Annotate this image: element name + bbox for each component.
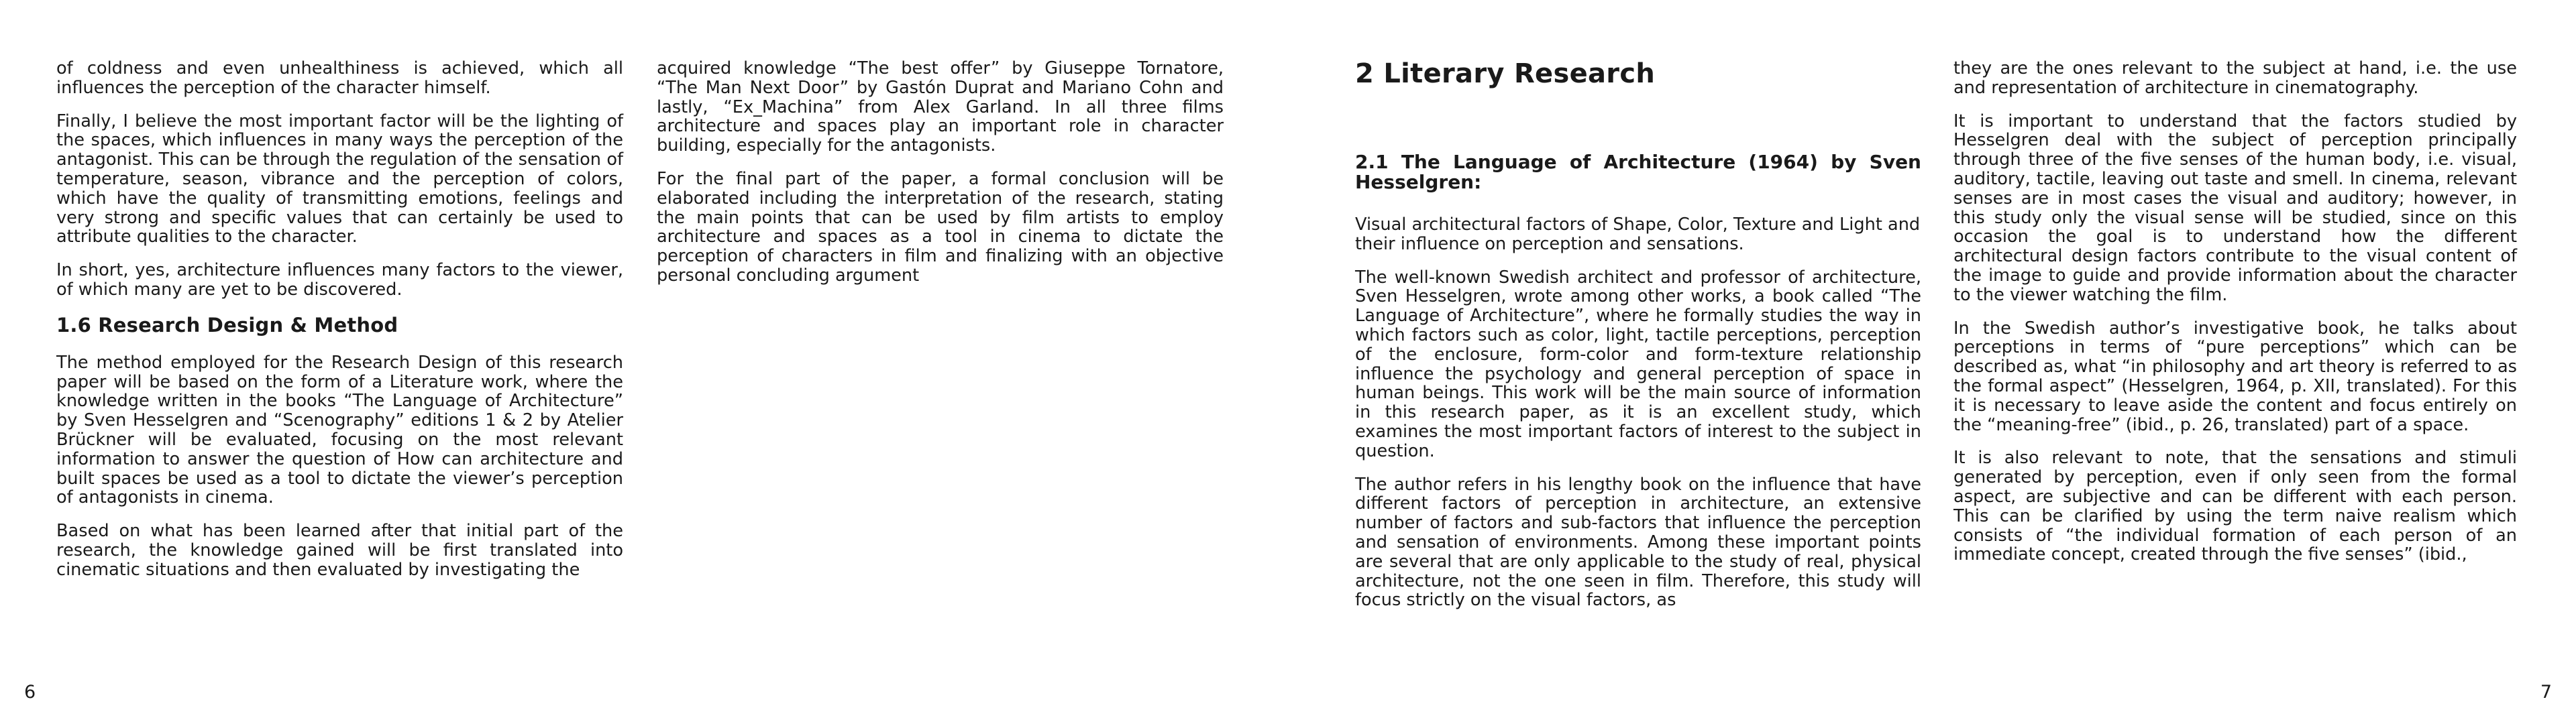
paragraph: Based on what has been learned after that initial part of the research, the knowledge gained will be first translated into cinematic situations and then evaluated by investigating the [56, 521, 623, 580]
paragraph: The method employed for the Research Design of this research paper will be based on the form of a Literature work, where the knowledge written in the books “The Language of Architecture” by Sven Hesselgren and “Scenography” editions 1 & 2 by Atelier Brückner will be evaluated, focusing on the most relevant information to answer the question of How can architecture and built spaces be used as a tool to dictate the viewer’s perception of antagonists in cinema. [56, 352, 623, 508]
right-page-column-2 [1953, 59, 2517, 579]
left-page-column-2 [657, 59, 1224, 300]
page-number: 6 [24, 682, 36, 703]
paragraph: The well-known Swedish architect and professor of architecture, Sven Hesselgren, wrote among other works, a book called “The Language of Architecture”, where he formally studies the way in which factors such as color, light, tactile perceptions, perception of the enclosure, form-color and form-texture relationship influence the psychology and general perception of space in human beings. This work will be the main source of information in this research paper, as it is an excellent study, which examines the most important factors of interest to the subject in question. [1355, 267, 1921, 461]
paragraph: It is also relevant to note, that the sensations and stimuli generated by perception, even if only seen from the formal aspect, are subjective and can be different with each person. This can be clarified by using the term naive realism which consists of “the individual formation of each person of an immediate concept, created through the five senses” (ibid., [1953, 448, 2517, 565]
section-heading: 1.6 Research Design & Method [56, 313, 398, 337]
paragraph: It is important to understand that the factors studied by Hesselgren deal with the subject of perception principally through three of the five senses of the human body, i.e. visual, auditory, tactile, leaving out taste and smell. In cinema, relevant senses are in most cases the visual and auditory; however, in this study only the visual sense will be studied, since on this occasion the goal is to understand how the different architectural design factors contribute to the visual content of the image to guide and provide information about the character to the viewer watching the film. [1953, 111, 2517, 305]
paragraph: For the final part of the paper, a formal conclusion will be elaborated including the interpretation of the research, stating the main points that can be used by film artists to employ architecture and spaces as a tool in cinema to dictate the perception of characters in film and finalizing with an objective personal concluding argument [657, 168, 1224, 286]
left-page-column-1 [56, 59, 623, 594]
page-number: 7 [2540, 682, 2552, 703]
paragraph: The author refers in his lengthy book on the influence that have different factors of perception in architecture, an extensive number of factors and sub-factors that influence the perception and sensation of environments. Among these important points are several that are only applicable to the study of real, physical architecture, not the one seen in film. Therefore, this study will focus strictly on the visual factors, as [1355, 474, 1921, 611]
paragraph: Finally, I believe the most important factor will be the lighting of the spaces, which influences in many ways the perception of the antagonist. This can be through the regulation of the sensation of temperature, season, vibrance and the perception of colors, which have the quality of transmitting emotions, feelings and very strong and specific values that can certainly be used to attribute qualities to the character. [56, 111, 623, 247]
paragraph: In short, yes, architecture influences many factors to the viewer, of which many are yet to be discovered. [56, 260, 623, 300]
paragraph: Visual architectural factors of Shape, Color, Texture and Light and their influence on perception and sensations. [1355, 215, 1921, 254]
paragraph: they are the ones relevant to the subject at hand, i.e. the use and representation of architecture in cinematography. [1953, 58, 2517, 98]
right-page-column-1 [1355, 59, 1921, 624]
chapter-title: 2 Literary Research [1355, 58, 1656, 89]
paragraph: In the Swedish author’s investigative book, he talks about perceptions in terms of “pure perceptions” which can be described as, what “in philosophy and art theory is referred to as the formal aspect” (Hesselgren, 1964, p. XII, translated). For this it is necessary to leave aside the content and focus entirely on the “meaning-free” (ibid., p. 26, translated) part of a space. [1953, 318, 2517, 435]
right-page [1288, 0, 2576, 724]
paragraph: of coldness and even unhealthiness is achieved, which all influences the perception of the character himself. [56, 58, 623, 98]
paragraph: acquired knowledge “The best offer” by Giuseppe Tornatore, “The Man Next Door” by Gastón Duprat and Mariano Cohn and lastly, “Ex_Machina” from Alex Garland. In all three films architecture and spaces play an important role in character building, especially for the antagonists. [657, 58, 1224, 156]
subsection-heading: 2.1 The Language of Architecture (1964) by Sven Hesselgren: [1355, 151, 1921, 193]
